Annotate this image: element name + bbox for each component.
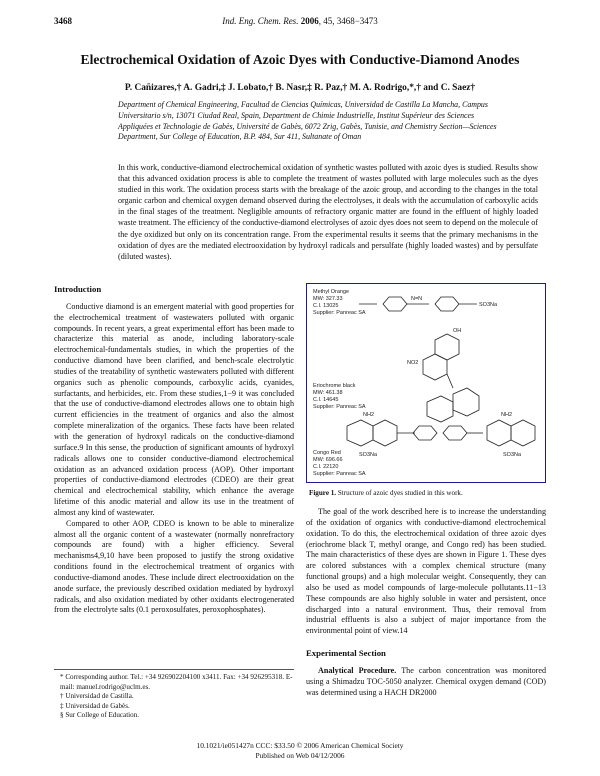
naphthalene-ring (347, 420, 373, 446)
group-label: NO2 (407, 360, 419, 366)
group-label: N=N (411, 296, 423, 302)
paper-title: Electrochemical Oxidation of Azoic Dyes with Conductive-Diamond Anodes (80, 52, 520, 67)
dye-name-label: Eriochrome black (313, 383, 356, 389)
journal-volume-pages: , 45, 3468−3473 (318, 16, 378, 26)
figure-1-frame (306, 283, 546, 483)
naphthalene-ring (511, 420, 535, 446)
naphthalene-ring (373, 420, 397, 446)
right-paragraph-1: The goal of the work described here is to increase the understanding of the oxidation of organics with conductive-diamond electrochemical oxidation. To do this, the electrochemical oxidation of three azoic dyes (eriochrome black T, methyl orange, and Congo red) has been studied. The main characteristics of these dyes are shown in Figure 1. These dyes are colored substances with a complex chemical structure (many functional groups) and a high molecular weight. Consequently, they can also be used as model compounds of large-molecule pollutants.11−13 These compounds are also highly soluble in water and persistent, once discharged into a natural environment. Thus, their removal from industrial effluents is also a subject of major importance from the environmental point of view.14 (306, 507, 546, 636)
left-column (54, 284, 294, 616)
footnote-affil-3: § Sur College of Education. (60, 711, 140, 720)
dye-info-label: Supplier: Panreac SA (313, 404, 366, 410)
author-list: P. Cañizares,† A. Gadri,‡ J. Lobato,† B. Nasr,‡ R. Paz,† M. A. Rodrigo,*,† and C. Saez† (124, 83, 476, 93)
journal-name: Ind. Eng. Chem. Res. (222, 16, 299, 26)
group-label: SO3Na (359, 452, 378, 458)
dye-info-label: C.I. 13025 (313, 303, 339, 309)
figure-caption-label: Figure 1. (309, 489, 337, 497)
dye-info-label: C.I. 14645 (313, 397, 339, 403)
doi-line: 10.1021/ie051427n CCC: $33.50 © 2006 American Chemical Society (196, 741, 404, 750)
naphthalene-ring (423, 354, 447, 380)
right-column (306, 507, 546, 699)
journal-year: 2006 (300, 16, 319, 26)
naphthalene-ring (427, 396, 453, 422)
journal-citation (0, 16, 600, 26)
footnote-affil-1: † Universidad de Castilla. (60, 692, 134, 701)
group-label: OH (453, 328, 462, 334)
intro-paragraph-1: Conductive diamond is an emergent material with good properties for the electrochemical treatment of wastewaters polluted with organic compounds. In recent years, a great experimental effort has been made to characterize this material as anode, including laboratory-scale electrochemical-fundamentals studies, in which the properties of the conductive diamond have been clarified, and bench-scale electrolytic studies of the treatability of synthetic wastewaters polluted with different organics such as phenolic compounds, carboxylic acids, cyanides, surfactants, and herbicides, etc. From these studies,1−9 it was concluded that the use of conductive-diamond electrodes allows one to obtain high current efficiencies in the treatment of organics and also the almost complete mineralization of the organics. These facts have been related with the generation of hydroxyl radicals on the conductive-diamond surface.9 In this sense, the production of significant amounts of hydroxyl radicals allows one to consider conductive-diamond electrochemical oxidation as an advanced oxidation process (AOP). Other important properties of conductive-diamond electrodes (CDEO) are their great chemical and electrochemical stability, which enhance the average lifetime of this anodic material and allow its use in the treatment of almost any kind of wastewater. (54, 301, 294, 517)
group-label: NH2 (501, 412, 513, 418)
dye-info-label: MW: 327.33 (313, 296, 343, 302)
naphthalene-ring (487, 420, 511, 446)
dye-name-label: Methyl Orange (313, 289, 350, 295)
analytical-procedure-paragraph (306, 666, 546, 699)
introduction-heading: Introduction (54, 284, 102, 294)
dye-info-label: Supplier: Panreac SA (313, 471, 366, 477)
footnote-rule (54, 669, 294, 670)
dye-structures-figure (307, 284, 544, 481)
group-label: SO3Na (479, 302, 498, 308)
affiliations: Department of Chemical Engineering, Facultad de Ciencias Químicas, Universidad de Castilla La Mancha, Campus Universitario s/n, 13071 Ciudad Real, Spain, Department de Chimie Industrielle, Institut Supérieur des Sciences Appliquées et Technologie de Gabès, Université de Gabès, 6072 Zrig, Gabès, Tunisie, and Chemistry Section—Sciences Department, Sur College of Education, B.P. 484, Sur 411, Sultanate of Oman (118, 100, 497, 142)
dye-info-label: MW: 461.38 (313, 390, 343, 396)
published-date: Published on Web 04/12/2006 (255, 751, 345, 760)
benzene-ring (383, 297, 407, 311)
dye-info-label: C.I. 22120 (313, 464, 339, 470)
group-label: SO3Na (503, 452, 522, 458)
benzene-ring (435, 297, 459, 311)
figure-caption-text: Structure of azoic dyes studied in this work. (337, 489, 463, 497)
abstract: In this work, conductive-diamond electrochemical oxidation of synthetic wastes polluted with azoic dyes is studied. Results show that this advanced oxidation process is able to complete the treatment of wastes polluted with large molecules such as the dyes studied in this work. The oxidation process starts with the breakage of the azoic group, and according to the changes in the total organic carbon and chemical oxygen demand observed during the electrolyses, it deals with the accumulation of carboxylic acids in the final stages of the treatment. Negligible amounts of refractory organic matter are found in the effluent of highly loaded waste treatment. The efficiency of the conductive-diamond electrolyses of azoic dyes does not seem to depend on the molecule of the dye oxidized but only on its concentration range. From the experimental results it seems that the primary mechanisms in the oxidation of dyes are the mediated electrooxidation by hydroxyl radicals and persulfate (highly loaded wastes) and by persulfate (diluted wastes). (118, 163, 538, 261)
dye-info-label: MW: 696.66 (313, 457, 343, 463)
intro-paragraph-2: Compared to other AOP, CDEO is known to be able to mineralize almost all the organic content of a wastewater (normally nonrefractory compounds are found) with a higher efficiency. Several mechanisms4,9,10 have been proposed to justify the strong oxidative conditions found in the electrochemical treatment of organics with conductive-diamond anodes. These include direct electrooxidation on the anode surface, the previously described oxidation mediated by hydroxyl radicals, and also oxidation mediated by other oxidants electrogenerated from the electrolyte salts (0.1 peroxosulfates, peroxophosphates). (54, 518, 294, 615)
page-number: 3468 (54, 16, 72, 26)
analytical-procedure-label: Analytical Procedure. (318, 665, 397, 675)
biphenyl-ring (443, 426, 467, 440)
dye-info-label: Supplier: Panreac SA (313, 310, 366, 316)
analytical-procedure-text: The carbon concentration was monitored using a Shimadzu TOC-5050 analyzer. Chemical oxygen demand (COD) was determined using a HACH DR2000 (306, 665, 546, 697)
experimental-heading: Experimental Section (306, 648, 386, 659)
group-label: NH2 (363, 412, 375, 418)
naphthalene-ring (453, 388, 479, 416)
figure-1-caption (309, 489, 549, 497)
footnotes (60, 673, 294, 721)
azo-bond (447, 374, 453, 388)
dye-name-label: Congo Red (313, 450, 341, 456)
biphenyl-ring (413, 426, 437, 440)
footnote-corresponding: * Corresponding author. Tel.: +34 926902204100 x3411. Fax: +34 926295318. E-mail: manuel.rodrigo@uclm.es. (60, 673, 293, 691)
footnote-affil-2: ‡ Universidad de Gabès. (60, 701, 130, 710)
